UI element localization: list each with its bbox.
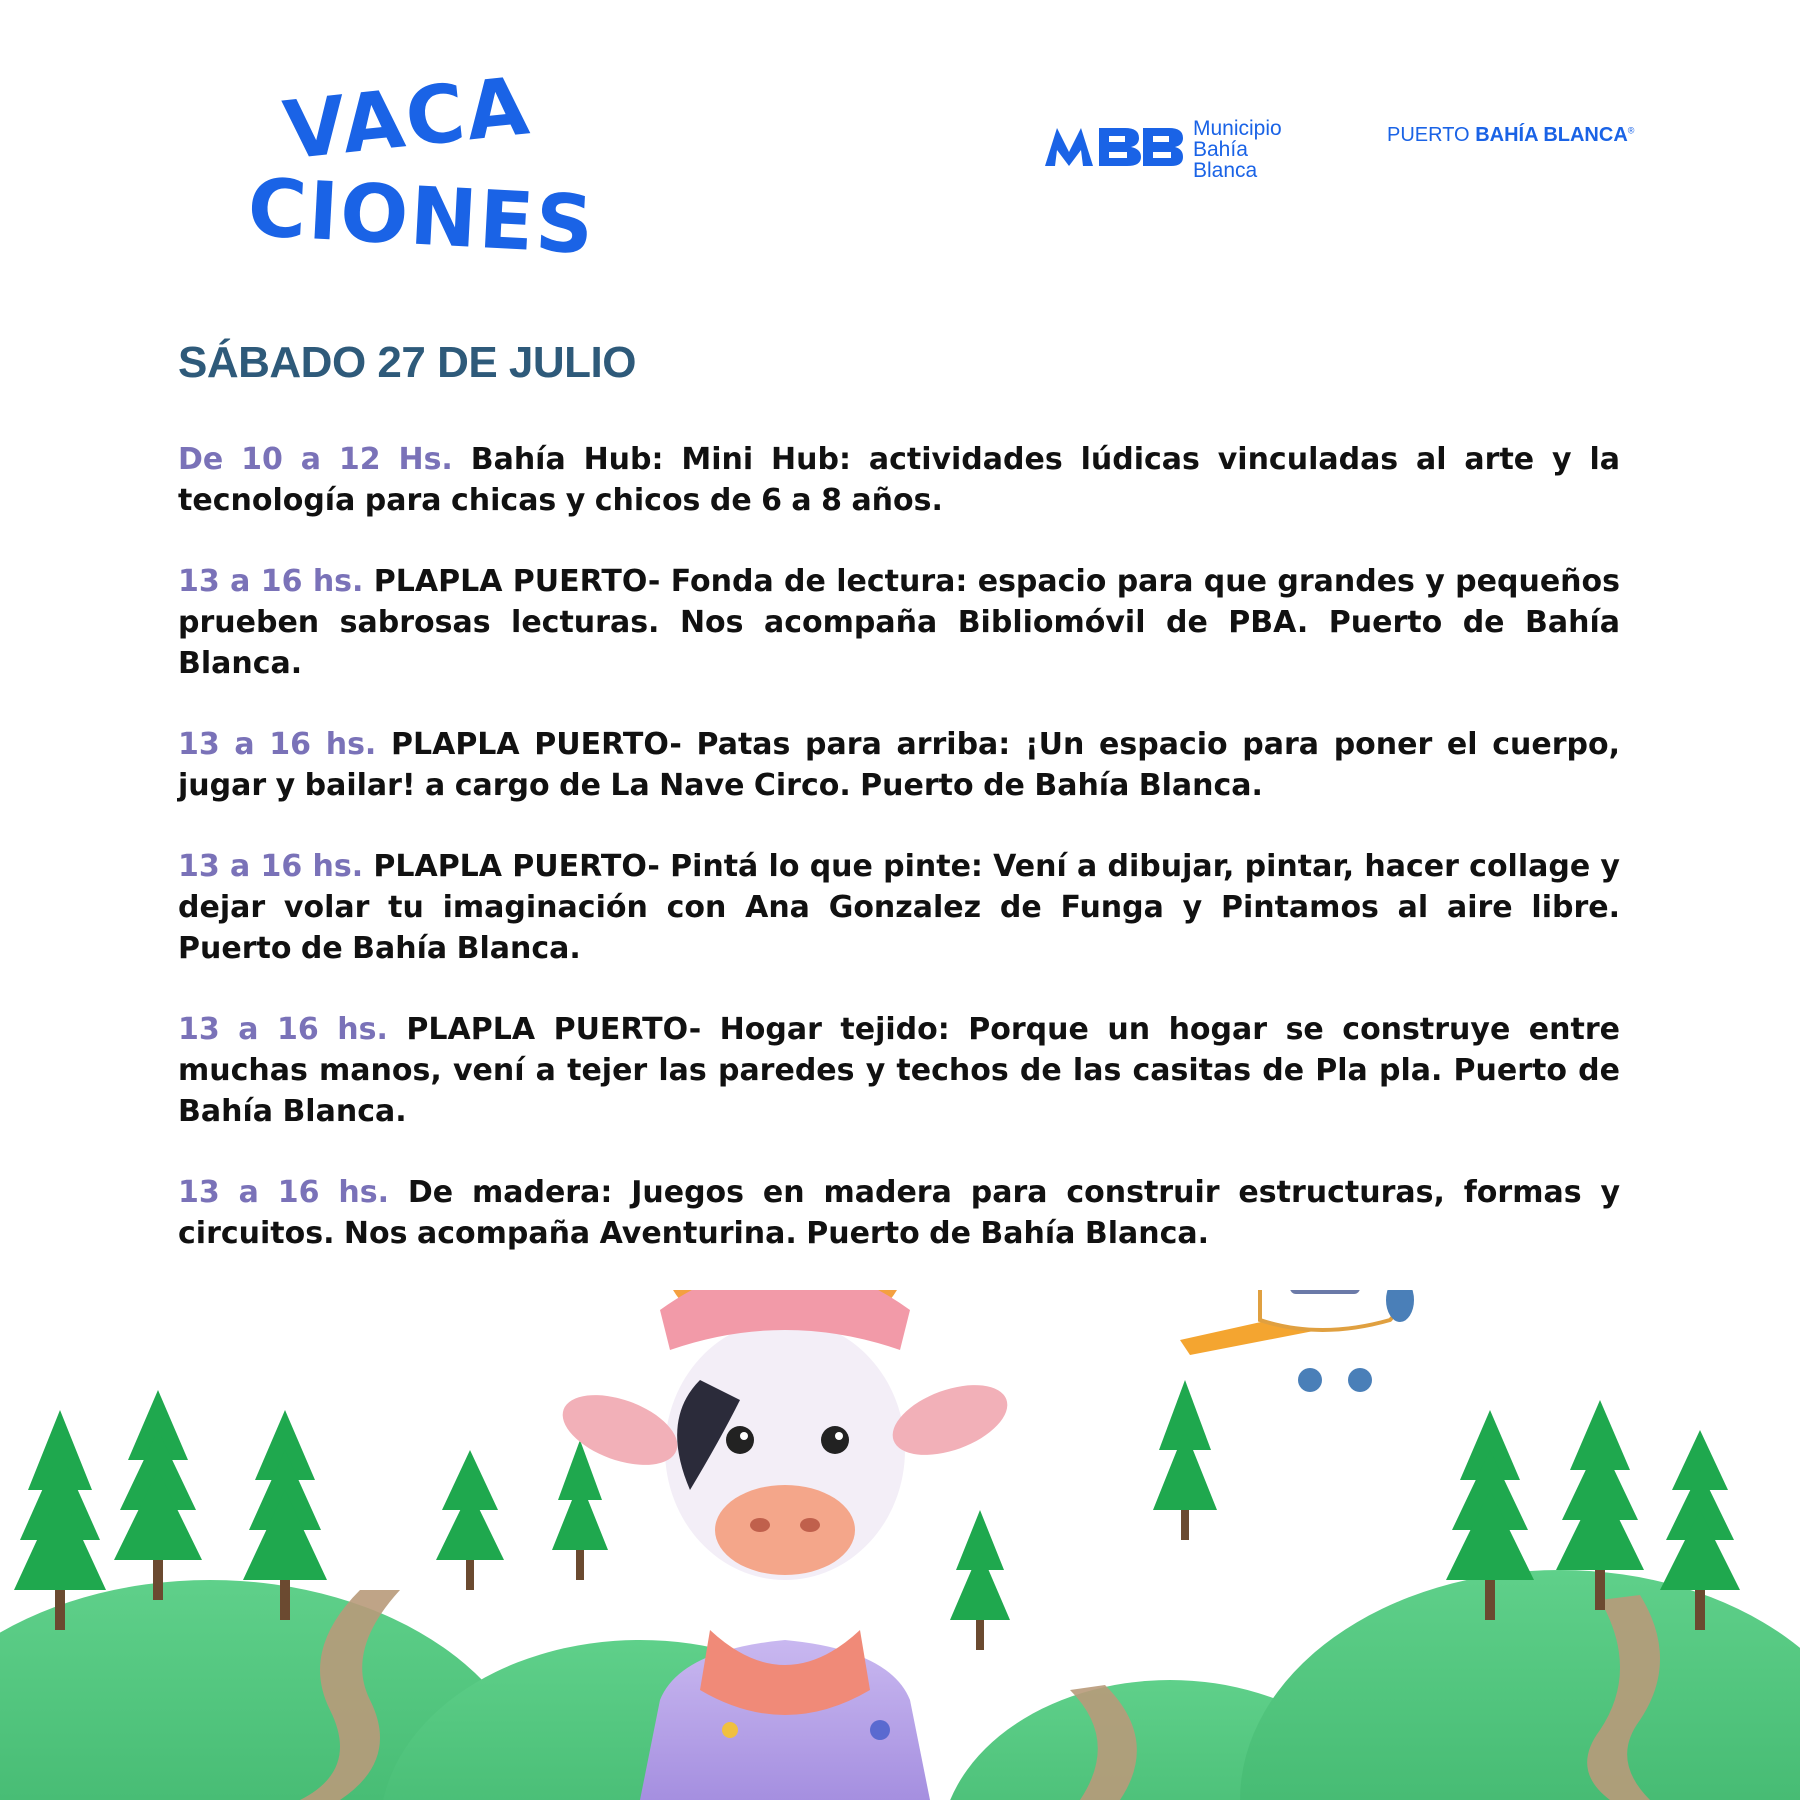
puerto-logo [1387,124,1634,147]
puerto-logo-light: PUERTO [1387,124,1470,146]
event-description: PLAPLA PUERTO- Patas para arriba: ¡Un espacio para poner el cuerpo, jugar y bailar! a cargo de La Nave Circo. Puerto de Bahía Blanca. [178,727,1620,803]
event-time: 13 a 16 hs. [178,849,364,884]
event-time: 13 a 16 hs. [178,1012,388,1047]
event-description: Bahía Hub: Mini Hub: actividades lúdicas vinculadas al arte y la tecnología para chicas y chicos de 6 a 8 años. [178,442,1620,518]
municipio-line-2: Bahía [1193,138,1248,161]
event-item [178,846,1620,969]
events-list [178,439,1620,1294]
event-description: PLAPLA PUERTO- Hogar tejido: Porque un hogar se construye entre muchas manos, vení a tejer las paredes y techos de las casitas de Pla pla. Puerto de Bahía Blanca. [178,1012,1620,1129]
event-description: De madera: Juegos en madera para construir estructuras, formas y circuitos. Nos acompaña Aventurina. Puerto de Bahía Blanca. [178,1175,1620,1251]
event-item [178,1009,1620,1132]
municipio-logo [1043,118,1303,188]
event-item [178,1172,1620,1254]
event-item [178,561,1620,684]
event-time: 13 a 16 hs. [178,564,364,599]
puerto-logo-bold: BAHÍA BLANCA [1475,124,1628,146]
vacaciones-logo [245,59,598,273]
date-title: SÁBADO 27 DE JULIO [178,338,636,387]
event-description: PLAPLA PUERTO- Fonda de lectura: espacio para que grandes y pequeños prueben sabrosas lecturas. Nos acompaña Bibliomóvil de PBA. Puerto de Bahía Blanca. [178,564,1620,681]
toy-airplane [1180,1290,1416,1392]
event-item [178,724,1620,806]
mbb-mark-icon [1043,122,1183,170]
municipio-line-3: Blanca [1193,159,1258,182]
municipio-logo-text [1193,118,1282,181]
logo-line-1: VACA [279,59,535,178]
landscape-illustration [0,1290,1800,1800]
logo-line-2: CIONES [245,161,598,273]
event-time: De 10 a 12 Hs. [178,442,453,477]
event-item [178,439,1620,521]
event-time: 13 a 16 hs. [178,1175,389,1210]
puerto-logo-mark: ® [1627,125,1635,136]
municipio-line-1: Municipio [1193,117,1282,140]
event-time: 13 a 16 hs. [178,727,377,762]
event-description: PLAPLA PUERTO- Pintá lo que pinte: Vení a dibujar, pintar, hacer collage y dejar volar tu imaginación con Ana Gonzalez de Funga y Pintamos al aire libre. Puerto de Bahía Blanca. [178,849,1620,966]
